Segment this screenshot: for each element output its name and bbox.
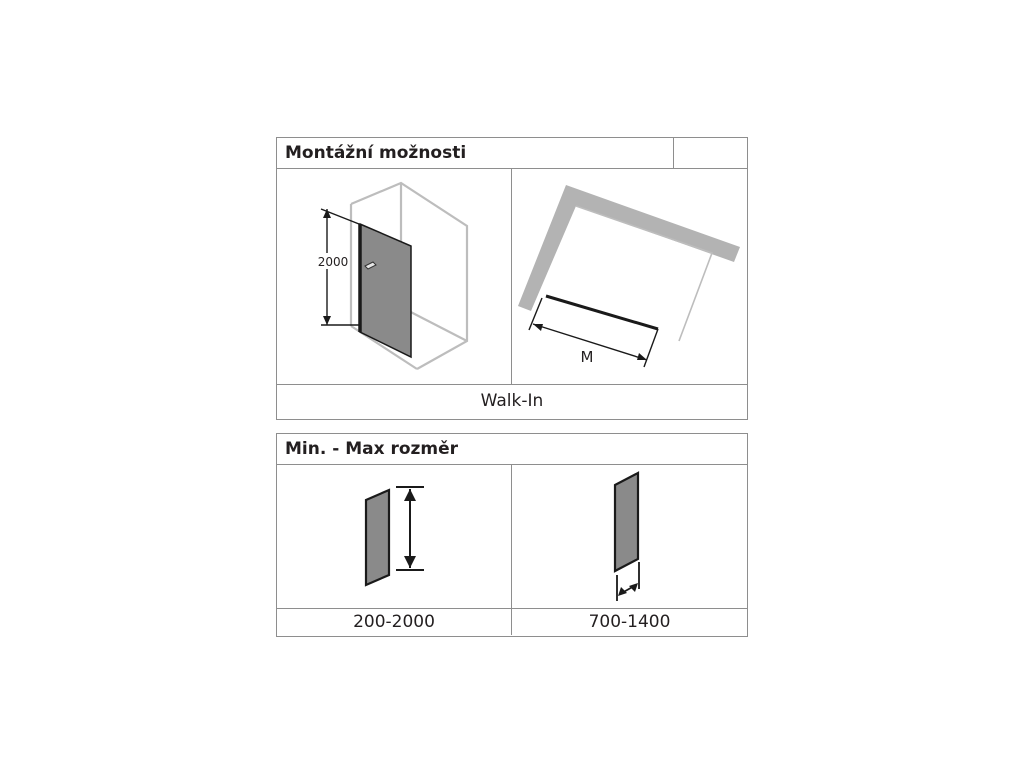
- width-arrow-left: [533, 324, 543, 331]
- mounting-options-header: Montážní možnosti: [285, 143, 467, 163]
- panel-height-icon: [366, 490, 389, 585]
- height-label: 2000: [317, 255, 349, 269]
- walk-in-top-view-illustration: [512, 169, 748, 384]
- width-label: M: [580, 348, 594, 366]
- mounting-options-header-extra-cell: [674, 138, 746, 168]
- panel-width-icon: [615, 473, 638, 571]
- height-range-arrow-top: [404, 489, 416, 501]
- header-divider: [673, 138, 674, 168]
- mounting-options-table: [276, 137, 748, 420]
- height-range-caption: 200-2000: [353, 612, 435, 632]
- height-range-arrow-bottom: [404, 556, 416, 568]
- height-range-illustration: [277, 465, 511, 608]
- walk-in-caption: Walk-In: [480, 391, 544, 411]
- walk-in-3d-illustration: [277, 169, 511, 384]
- width-range-illustration: [512, 465, 748, 608]
- glass-panel-top: [546, 296, 658, 329]
- width-range-caption: 700-1400: [588, 612, 671, 632]
- height-arrow-bottom: [323, 316, 331, 325]
- width-arrow-right: [637, 353, 647, 360]
- dimensions-table: [276, 433, 748, 637]
- wall-section: [518, 185, 740, 311]
- dimensions-header: Min. - Max rozměr: [285, 439, 459, 459]
